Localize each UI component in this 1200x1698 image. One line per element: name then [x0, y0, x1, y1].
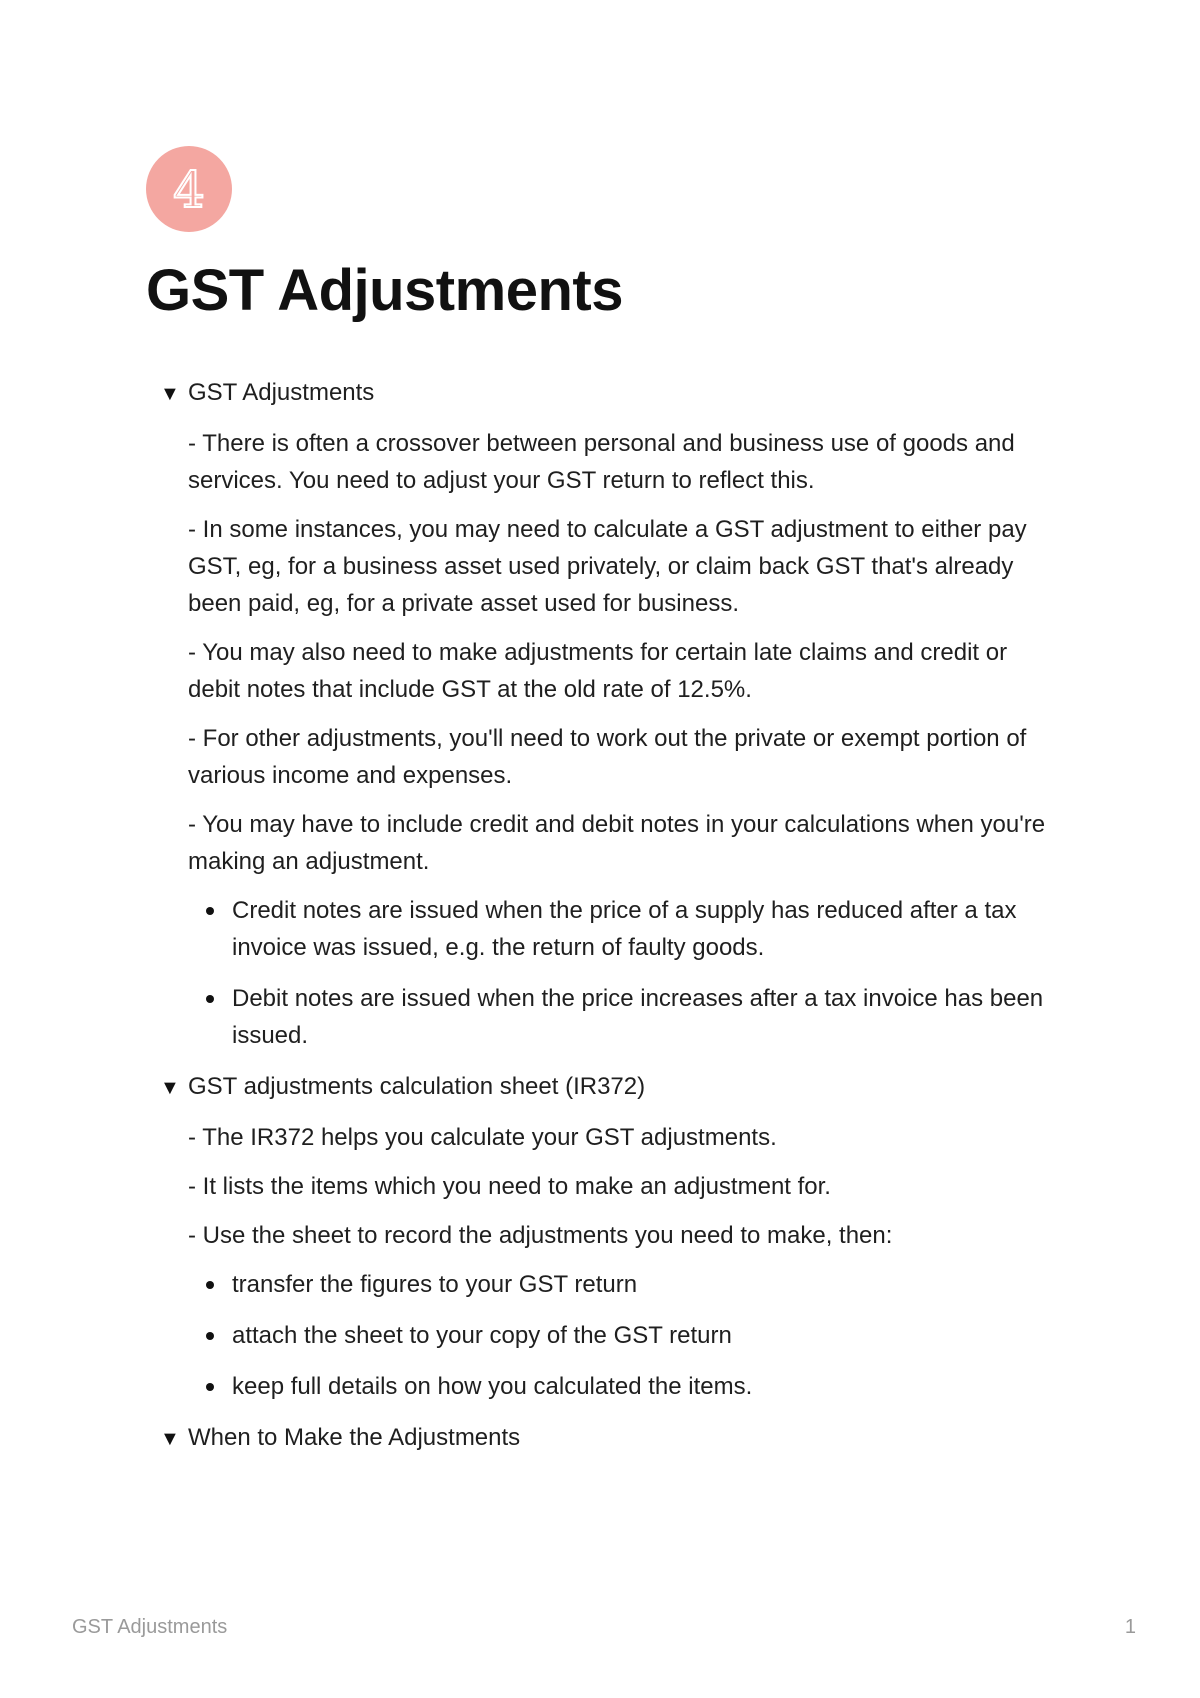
paragraph: - For other adjustments, you'll need to work out the private or exempt portion of various income and expenses.	[188, 725, 1027, 789]
paragraph: - There is often a crossover between personal and business use of goods and services. You need to adjust your GST return to reflect this.	[188, 430, 1015, 494]
list-item-text: keep full details on how you calculated the items.	[232, 1373, 753, 1400]
toggle-body	[160, 425, 1060, 1054]
toggle-triangle-icon[interactable]: ▼	[160, 1428, 180, 1450]
footer-document-title: GST Adjustments	[72, 1616, 228, 1638]
bullet-dot-icon	[188, 1266, 232, 1289]
toggle-title: GST adjustments calculation sheet (IR372)	[188, 1073, 646, 1100]
toggle-title: GST Adjustments	[188, 379, 375, 406]
list-item	[188, 1317, 1060, 1354]
list-item-text: Credit notes are issued when the price of a supply has reduced after a tax invoice was issued, e.g. the return of faulty goods.	[232, 897, 1017, 961]
page-title: GST Adjustments	[146, 258, 623, 323]
list-item-text: Debit notes are issued when the price increases after a tax invoice has been issued.	[232, 985, 1044, 1049]
bullet-list	[188, 1266, 1060, 1405]
number-four-icon	[146, 146, 232, 232]
list-item-text: transfer the figures to your GST return	[232, 1271, 638, 1298]
footer-page-number: 1	[1124, 1616, 1136, 1638]
paragraph: - You may also need to make adjustments for certain late claims and credit or debit notes that include GST at the old rate of 12.5%.	[188, 639, 1008, 703]
toggle-gst-adjustments	[160, 374, 1060, 1054]
toggle-body	[160, 1119, 1060, 1405]
bullet-dot-icon	[188, 980, 232, 1003]
paragraph: - You may have to include credit and debit notes in your calculations when you're making an adjustment.	[188, 811, 1046, 875]
toggle-triangle-icon[interactable]: ▼	[160, 383, 180, 405]
list-item-text: attach the sheet to your copy of the GST return	[232, 1322, 732, 1349]
paragraph: - In some instances, you may need to calculate a GST adjustment to either pay GST, eg, for a business asset used privately, or claim back GST that's already been paid, eg, for a private asset used for business.	[188, 516, 1027, 617]
toggle-ir372	[160, 1068, 1060, 1405]
bullet-dot-icon	[188, 1368, 232, 1391]
list-item	[188, 980, 1060, 1054]
paragraph: - It lists the items which you need to make an adjustment for.	[188, 1173, 831, 1200]
page-icon-glyph: 4	[173, 161, 205, 219]
toggle-triangle-icon[interactable]: ▼	[160, 1077, 180, 1099]
list-item	[188, 1368, 1060, 1405]
paragraph: - The IR372 helps you calculate your GST adjustments.	[188, 1124, 777, 1151]
toggle-title: When to Make the Adjustments	[188, 1424, 521, 1451]
toggle-when-to-adjust	[160, 1419, 1060, 1458]
list-item	[188, 892, 1060, 966]
bullet-dot-icon	[188, 1317, 232, 1340]
toggle-header[interactable]	[160, 1419, 1060, 1458]
toggle-header[interactable]	[160, 374, 1060, 413]
page-content	[160, 374, 1060, 1470]
toggle-header[interactable]	[160, 1068, 1060, 1107]
list-item	[188, 1266, 1060, 1303]
bullet-dot-icon	[188, 892, 232, 915]
paragraph: - Use the sheet to record the adjustments you need to make, then:	[188, 1222, 893, 1249]
bullet-list	[188, 892, 1060, 1054]
